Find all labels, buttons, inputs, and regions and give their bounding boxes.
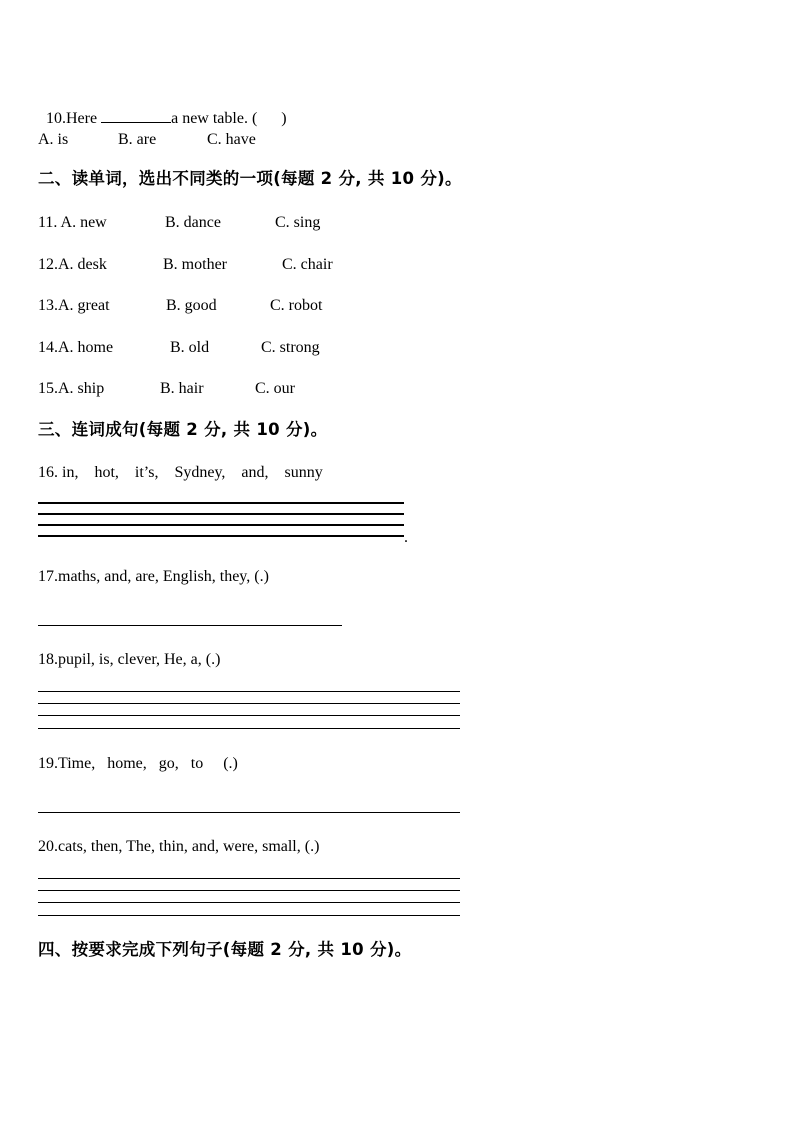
- question-16: 16. in, hot, it’s, Sydney, and, sunny: [38, 464, 323, 481]
- answer-line: [38, 915, 460, 916]
- question-14-option-c: C. strong: [261, 339, 320, 356]
- question-14-option-a: 14.A. home: [38, 339, 114, 356]
- section-2-heading: 二、读单词，选出不同类的一项(每题 2 分, 共 10 分)。: [38, 169, 462, 188]
- question-15-option-c: C. our: [255, 380, 295, 397]
- answer-line: [38, 728, 460, 729]
- question-12-option-c: C. chair: [282, 256, 333, 273]
- section-3-heading: 三、连词成句(每题 2 分, 共 10 分)。: [38, 420, 328, 439]
- question-19: 19.Time, home, go, to (.): [38, 755, 238, 772]
- answer-blank: [101, 108, 171, 123]
- answer-line: [38, 890, 460, 891]
- answer-line: [38, 502, 404, 504]
- question-10-suffix: a new table. ( ): [171, 110, 287, 127]
- question-13-option-b: B. good: [166, 297, 217, 314]
- question-17: 17.maths, and, are, English, they, (.): [38, 568, 269, 585]
- question-11-option-b: B. dance: [165, 214, 221, 231]
- option-b: B. are: [118, 131, 157, 148]
- answer-line: [38, 715, 460, 716]
- question-10-prefix: 10.Here: [46, 110, 102, 127]
- answer-line: [38, 703, 460, 704]
- question-12-option-b: B. mother: [163, 256, 227, 273]
- answer-line-19: [38, 812, 460, 813]
- question-10: [38, 88, 287, 129]
- answer-line: [38, 513, 404, 515]
- answer-line: [38, 535, 404, 537]
- question-11-option-c: C. sing: [275, 214, 321, 231]
- answer-line: [38, 878, 460, 879]
- answer-line: [38, 902, 460, 903]
- question-14-option-b: B. old: [170, 339, 210, 356]
- option-c: C. have: [207, 131, 256, 148]
- period-mark: .: [404, 529, 408, 546]
- question-13-option-c: C. robot: [270, 297, 323, 314]
- question-12-option-a: 12.A. desk: [38, 256, 107, 273]
- question-11-option-a: 11. A. new: [38, 214, 107, 231]
- option-a: A. is: [38, 131, 69, 148]
- question-20: 20.cats, then, The, thin, and, were, small, (.): [38, 838, 320, 855]
- answer-line: [38, 524, 404, 526]
- question-15-option-a: 15.A. ship: [38, 380, 105, 397]
- section-4-heading: 四、按要求完成下列句子(每题 2 分, 共 10 分)。: [38, 940, 412, 959]
- question-18: 18.pupil, is, clever, He, a, (.): [38, 651, 221, 668]
- answer-line: [38, 691, 460, 692]
- answer-line-17: [38, 625, 342, 626]
- question-15-option-b: B. hair: [160, 380, 204, 397]
- question-13-option-a: 13.A. great: [38, 297, 110, 314]
